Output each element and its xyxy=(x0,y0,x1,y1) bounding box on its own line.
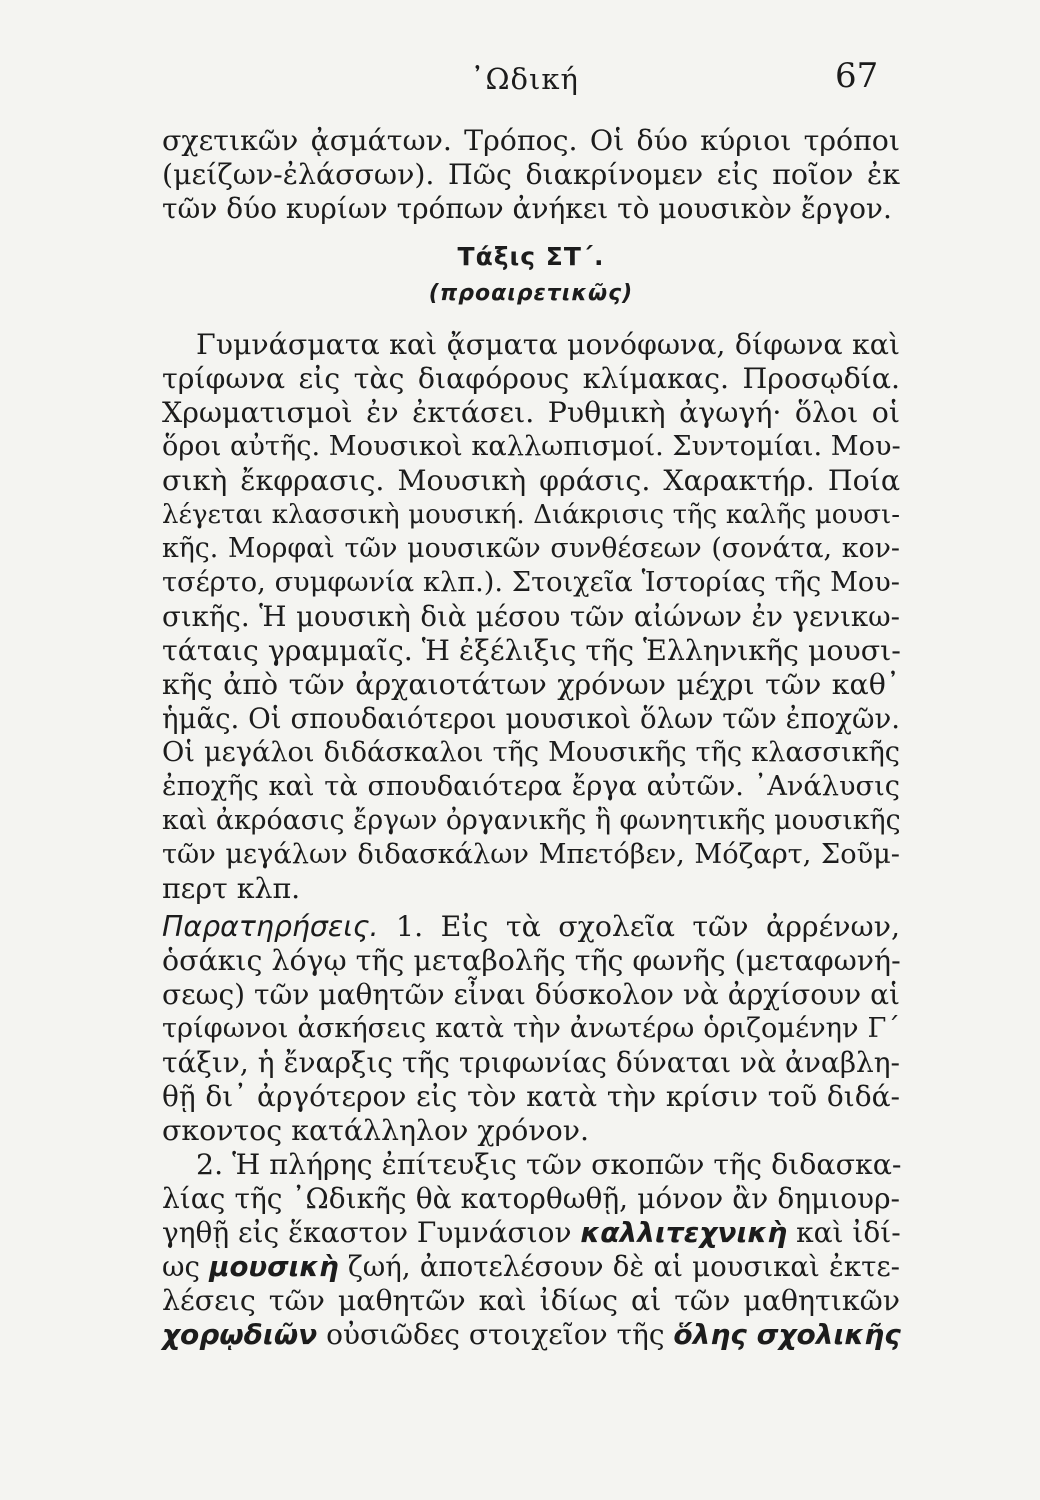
text-line: καὶ ἀκρόασις ἔργων ὀργανικῆς ἢ φωνητικῆς μουσικῆς xyxy=(162,805,901,836)
emphasis-musical: μουσικὴ xyxy=(209,1250,339,1283)
text-line: (μείζων-ἐλάσσων). Πῶς διακρίνομεν εἰς ποῖον ἐκ xyxy=(162,158,900,191)
text-line: τσέρτο, συμφωνία κλπ.). Στοιχεῖα Ἱστορίας τῆς Μου- xyxy=(162,567,900,598)
notes-label: Παρατηρήσεις. xyxy=(162,910,379,943)
text-line: λέσεις τῶν μαθητῶν καὶ ἰδίως αἱ τῶν μαθητικῶν xyxy=(162,1284,900,1317)
text-run: οὐσιῶδες στοιχεῖον τῆς xyxy=(317,1318,674,1351)
emphasis-choirs: χορῳδιῶν xyxy=(162,1318,318,1351)
text-line: θῇ δι᾿ ἀργότερον εἰς τὸν κατὰ τὴν κρίσιν τοῦ διδά- xyxy=(162,1080,900,1113)
text-run: καὶ ἰδί- xyxy=(787,1216,901,1249)
section-subtitle: (προαιρετικῶς) xyxy=(428,281,634,306)
text-line xyxy=(162,1250,900,1284)
text-line: ὁσάκις λόγῳ τῆς μεταβολῆς τῆς φωνῆς (μεταφωνή- xyxy=(162,944,901,977)
section-title: Τάξις ΣΤ΄. xyxy=(457,242,605,271)
text-line: λέγεται κλασσικὴ μουσική. Διάκρισις τῆς καλῆς μουσι- xyxy=(162,500,900,530)
paragraph-curriculum xyxy=(162,328,900,906)
text-line: ἡμᾶς. Οἱ σπουδαιότεροι μουσικοὶ ὅλων τῶν ἐποχῶν. xyxy=(162,702,900,735)
paragraph-intro xyxy=(162,124,900,226)
text-line xyxy=(162,910,900,944)
text-line: σεως) τῶν μαθητῶν εἶναι δύσκολον νὰ ἀρχίσουν αἱ xyxy=(162,978,900,1011)
text-line xyxy=(162,1318,900,1352)
text-line: Χρωματισμοὶ ἐν ἐκτάσει. Ρυθμικὴ ἀγωγή· ὅλοι οἱ xyxy=(162,396,900,429)
text-line: σικὴ ἔκφρασις. Μουσικὴ φράσις. Χαρακτήρ. Ποία xyxy=(162,464,900,497)
text-line: τῶν μεγάλων διδασκάλων Μπετόβεν, Μόζαρτ, Σοῦμ- xyxy=(162,839,900,870)
page-body xyxy=(162,124,900,1352)
running-header xyxy=(0,52,1040,102)
page-number: 67 xyxy=(835,56,879,96)
emphasis-school: ὅλης σχολικῆς xyxy=(673,1318,901,1351)
text-line: 2. Ἡ πλήρης ἐπίτευξις τῶν σκοπῶν τῆς διδασκα- xyxy=(196,1148,902,1181)
note-2 xyxy=(162,1148,900,1352)
text-run: ζωή, ἀποτελέσουν δὲ αἱ μουσικαὶ ἐκτε- xyxy=(338,1250,900,1283)
text-line: περτ κλπ. xyxy=(162,872,301,905)
text-line: σχετικῶν ᾀσμάτων. Τρόπος. Οἱ δύο κύριοι τρόποι xyxy=(162,124,900,157)
text-line: ὅροι αὐτῆς. Μουσικοὶ καλλωπισμοί. Συντομίαι. Μου- xyxy=(162,431,901,462)
note-1 xyxy=(162,910,900,1148)
text-line: τάξιν, ἡ ἔναρξις τῆς τριφωνίας δύναται νὰ ἀναβλη- xyxy=(162,1046,900,1079)
text-line: ἐποχῆς καὶ τὰ σπουδαιότερα ἔργα αὐτῶν. ᾿Ανάλυσις xyxy=(162,771,900,802)
text-line: Γυμνάσματα καὶ ᾄσματα μονόφωνα, δίφωνα καὶ xyxy=(196,328,900,361)
text-line: τρίφωνα εἰς τὰς διαφόρους κλίμακας. Προσῳδία. xyxy=(162,362,900,395)
note-1-first-line: 1. Εἰς τὰ σχολεῖα τῶν ἀρρένων, xyxy=(396,910,900,943)
text-line: λίας τῆς ᾿Ωδικῆς θὰ κατορθωθῇ, μόνον ἂν δημιουρ- xyxy=(162,1182,900,1215)
text-line xyxy=(162,1216,900,1250)
text-line: τῶν δύο κυρίων τρόπων ἀνήκει τὸ μουσικὸν ἔργον. xyxy=(162,192,892,225)
text-line: σκοντος κατάλληλον χρόνον. xyxy=(162,1114,589,1147)
text-line: τάταις γραμμαῖς. Ἡ ἐξέλιξις τῆς Ἑλληνικῆς μουσι- xyxy=(162,634,901,667)
text-line: κῆς ἀπὸ τῶν ἀρχαιοτάτων χρόνων μέχρι τῶν καθ᾿ xyxy=(162,668,900,701)
emphasis-artistic: καλλιτεχνικὴ xyxy=(580,1216,788,1249)
text-run: γηθῇ εἰς ἕκαστον Γυμνάσιον xyxy=(162,1216,581,1249)
text-line: τρίφωνοι ἀσκήσεις κατὰ τὴν ἀνωτέρω ὁριζομένην Γ΄ xyxy=(162,1013,900,1044)
text-line: σικῆς. Ἡ μουσικὴ διὰ μέσου τῶν αἰώνων ἐν γενικω- xyxy=(162,600,900,633)
text-line: Οἱ μεγάλοι διδάσκαλοι τῆς Μουσικῆς τῆς κλασσικῆς xyxy=(162,737,900,768)
text-run: ως xyxy=(162,1250,210,1283)
text-line: κῆς. Μορφαὶ τῶν μουσικῶν συνθέσεων (σονάτα, κον- xyxy=(162,533,900,564)
running-title: ᾿Ωδική xyxy=(470,62,579,96)
